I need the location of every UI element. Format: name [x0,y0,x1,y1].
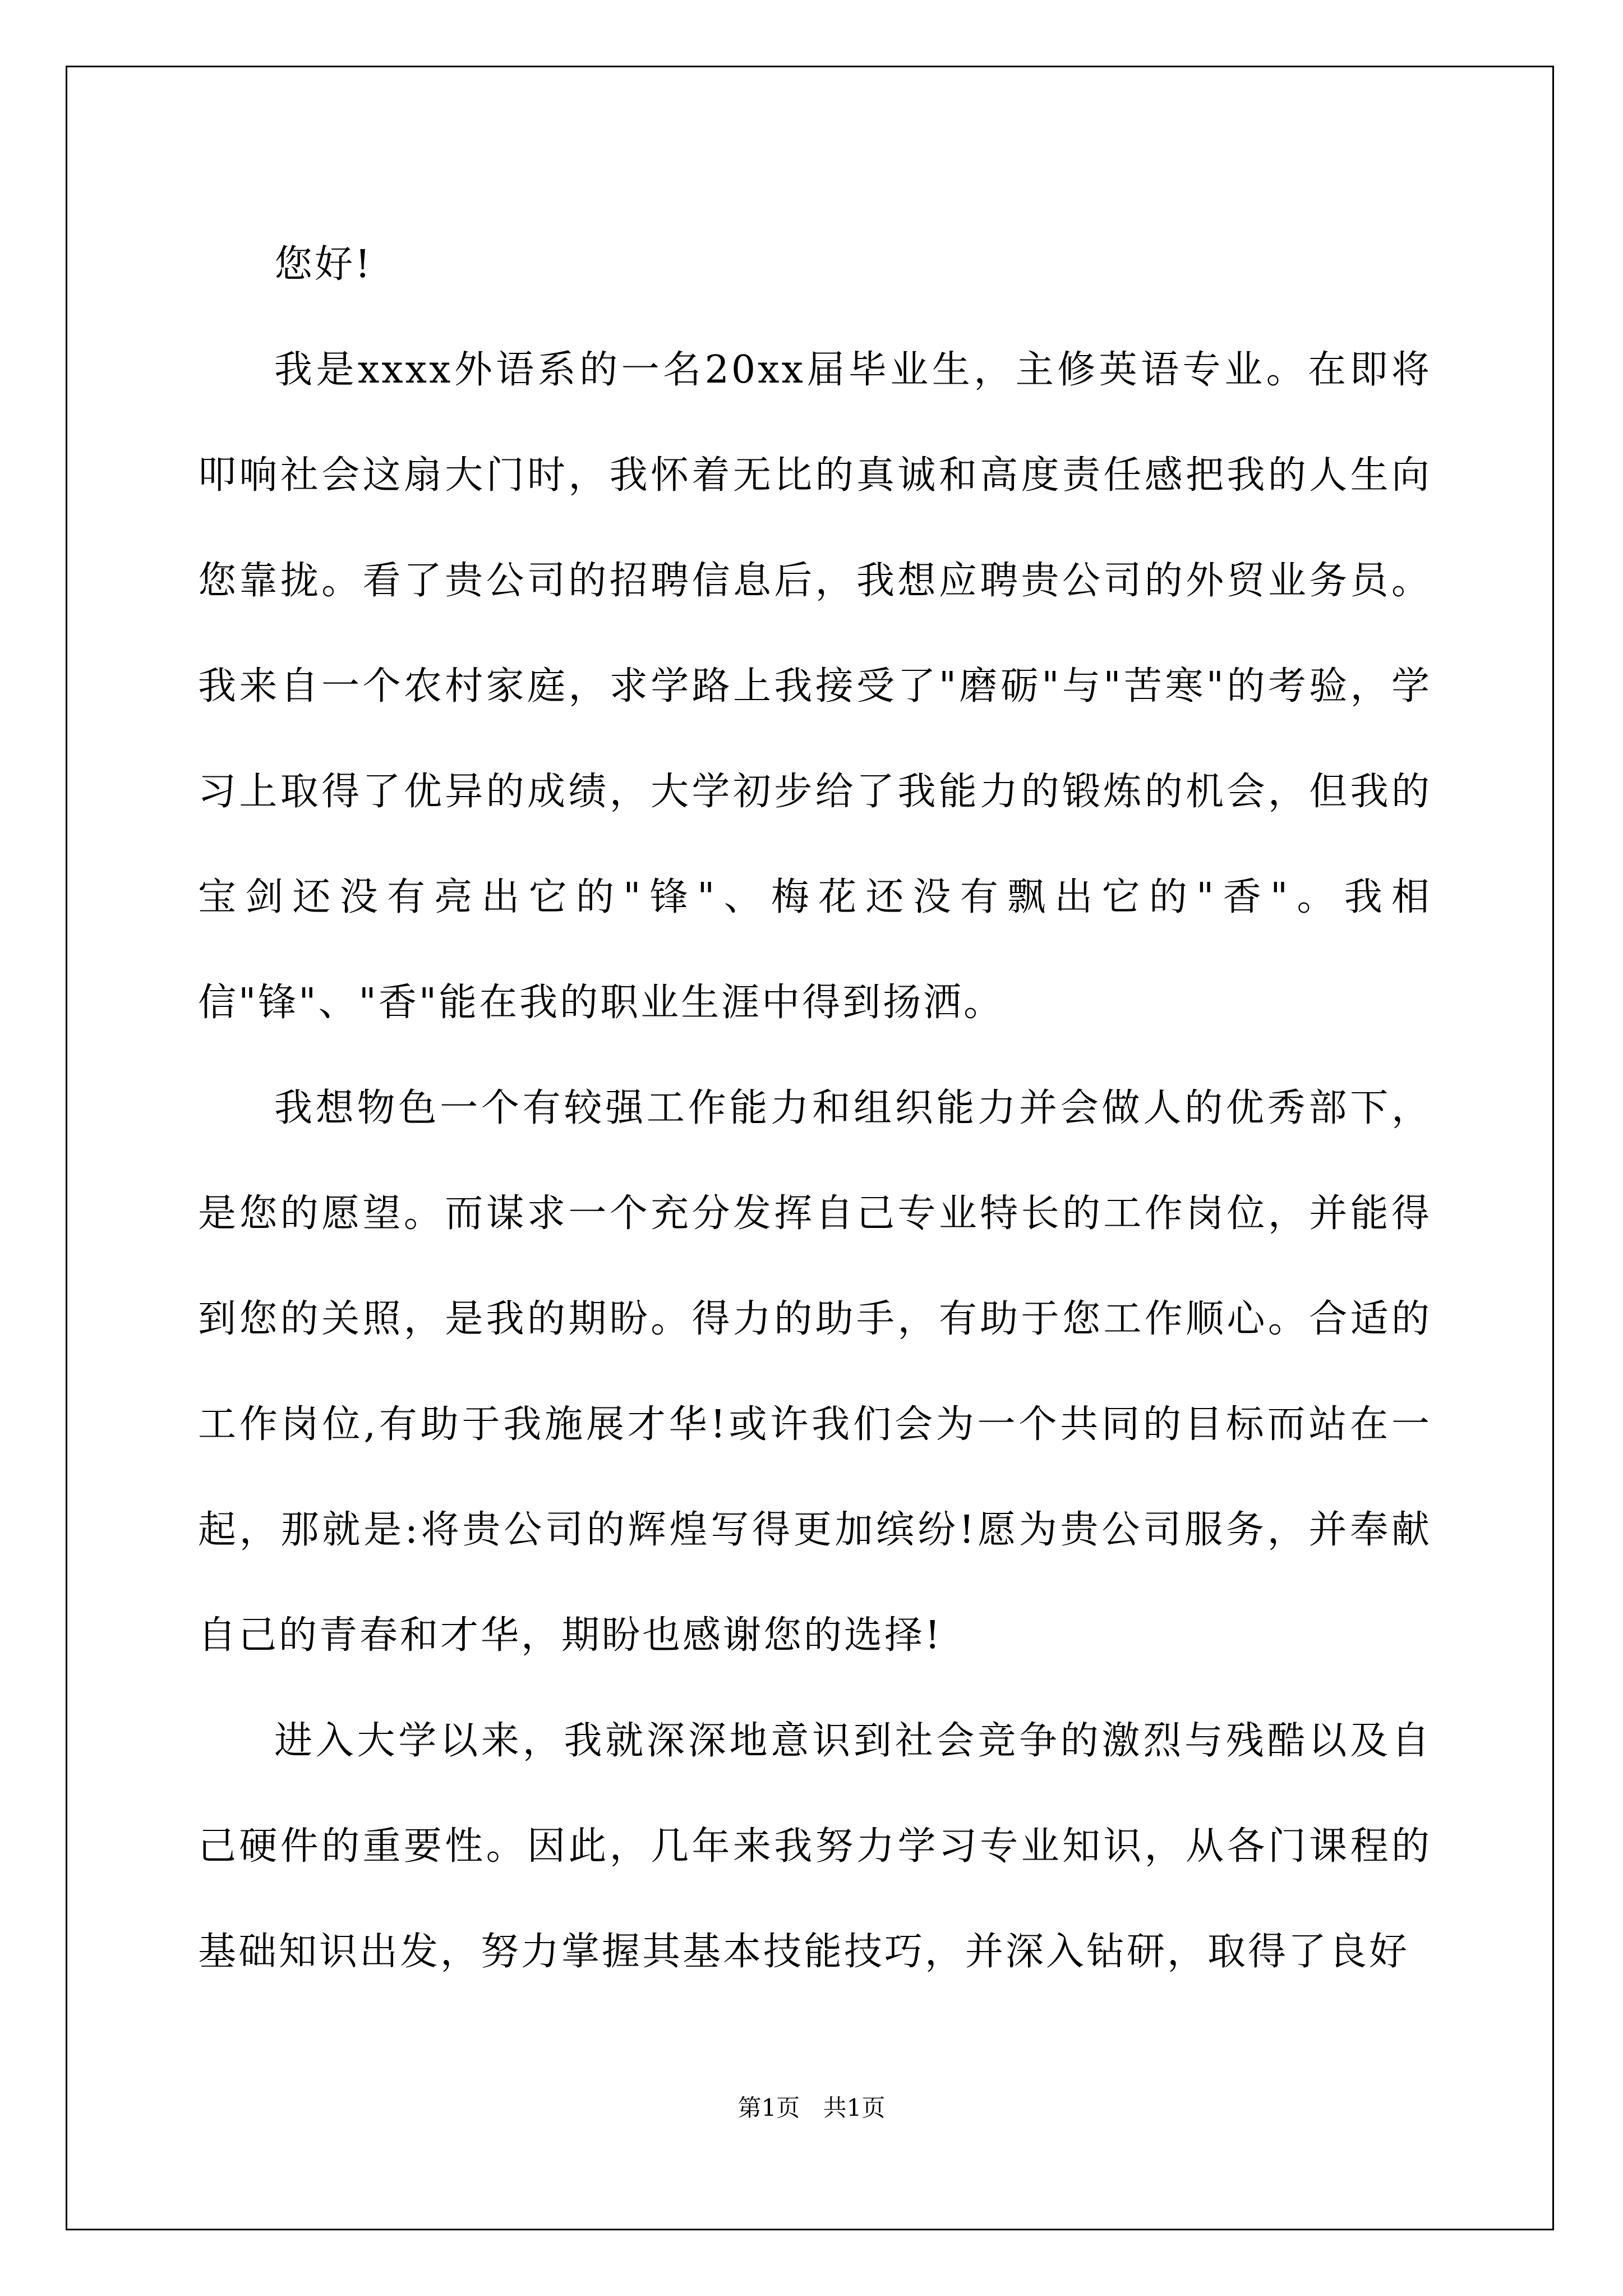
page-footer [0,2090,1623,2123]
paragraph-3: 进入大学以来，我就深深地意识到社会竞争的激烈与残酷以及自己硬件的重要性。因此，几年来我努力学习专业知识，从各门课程的基础知识出发，努力掌握其基本技能技巧，并深入钻研，取得了良好 [198,1719,1432,1974]
page-number: 第1页 [737,2094,800,2122]
paragraph-2: 我想物色一个有较强工作能力和组织能力并会做人的优秀部下，是您的愿望。而谋求一个充分发挥自己专业特长的工作岗位，并能得到您的关照，是我的期盼。得力的助手，有助于您工作顺心。合适的工作岗位,有助于我施展才华!或许我们会为一个共同的目标而站在一起，那就是:将贵公司的辉煌写得更加缤纷!愿为贵公司服务，并奉献自己的青春和才华，期盼也感谢您的选择! [198,1086,1432,1658]
paragraph-1: 我是xxxx外语系的一名20xx届毕业生，主修英语专业。在即将叩响社会这扇大门时，我怀着无比的真诚和高度责任感把我的人生向您靠拢。看了贵公司的招聘信息后，我想应聘贵公司的外贸业务员。我来自一个农村家庭，求学路上我接受了"磨砺"与"苦寒"的考验，学习上取得了优异的成绩，大学初步给了我能力的锻炼的机会，但我的宝剑还没有亮出它的"锋"、梅花还没有飘出它的"香"。我相信"锋"、"香"能在我的职业生涯中得到扬洒。 [198,348,1432,1025]
greeting: 您好! [274,242,373,287]
page-total: 共1页 [823,2094,886,2122]
letter-body [198,212,1432,2005]
